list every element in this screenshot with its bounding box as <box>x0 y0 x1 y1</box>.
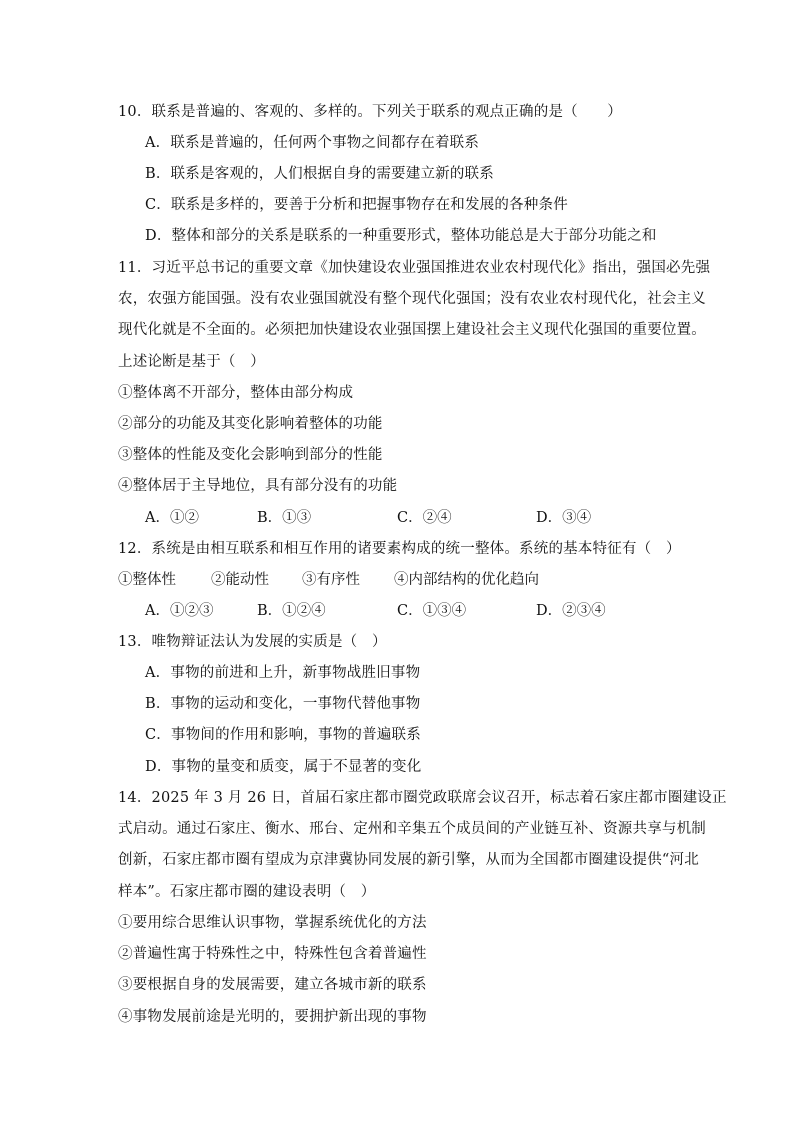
q11-item-4: ④整体居于主导地位，具有部分没有的功能 <box>118 478 398 494</box>
q12-item-1: ①整体性 <box>118 572 176 588</box>
q11-stem-line: 上述论断是基于（ ） <box>118 354 265 370</box>
q14-stem-line: 式启动。通过石家庄、衡水、邢台、定州和辛集五个成员间的产业链互补、资源共享与机制 <box>118 821 706 837</box>
q12-choice-a: A．①②③ <box>145 603 214 619</box>
q12-choice-b: B．①②④ <box>257 603 326 619</box>
q14-item-4: ④事物发展前途是光明的，要拥护新出现的事物 <box>118 1009 427 1025</box>
q14-stem-line: 14．2025 年 3 月 26 日，首届石家庄都市圈党政联席会议召开，标志着石家庄都市圈建设正 <box>118 790 727 806</box>
q14-item-2: ②普遍性寓于特殊性之中，特殊性包含着普遍性 <box>118 946 427 962</box>
q14-item-3: ③要根据自身的发展需要，建立各城市新的联系 <box>118 977 427 993</box>
q10-option-d: D．整体和部分的关系是联系的一种重要形式，整体功能总是大于部分功能之和 <box>145 228 657 244</box>
q13-option-c: C．事物间的作用和影响，事物的普遍联系 <box>145 727 421 743</box>
q11-choice-c: C．②④ <box>397 510 452 526</box>
q11-choice-d: D．③④ <box>536 510 592 526</box>
q11-stem-line: 农，农强方能国强。没有农业强国就没有整个现代化强国；没有农业农村现代化，社会主义 <box>118 291 706 307</box>
q14-stem-line: 样本”。石家庄都市圈的建设表明（ ） <box>118 884 376 900</box>
q11-item-3: ③整体的性能及变化会影响到部分的性能 <box>118 447 383 463</box>
q11-stem-line: 11．习近平总书记的重要文章《加快建设农业强国推进农业农村现代化》指出，强国必先强 <box>118 260 711 276</box>
q10-option-a: A．联系是普遍的，任何两个事物之间都存在着联系 <box>145 135 480 151</box>
q12-stem: 12．系统是由相互联系和相互作用的诸要素构成的统一整体。系统的基本特征有（ ） <box>118 541 681 557</box>
q12-choice-c: C．①③④ <box>397 603 467 619</box>
q14-stem-line: 创新，石家庄都市圈有望成为京津冀协同发展的新引擎，从而为全国都市圈建设提供“河北 <box>118 852 699 868</box>
q11-choice-b: B．①③ <box>257 510 312 526</box>
q13-option-d: D．事物的量变和质变，属于不显著的变化 <box>145 759 422 775</box>
q14-item-1: ①要用综合思维认识事物，掌握系统优化的方法 <box>118 915 427 931</box>
q11-item-2: ②部分的功能及其变化影响着整体的功能 <box>118 416 383 432</box>
q10-stem: 10．联系是普遍的、客观的、多样的。下列关于联系的观点正确的是（ ） <box>118 104 622 120</box>
q12-item-4: ④内部结构的优化趋向 <box>394 572 539 588</box>
q13-option-b: B．事物的运动和变化，一事物代替他事物 <box>145 696 421 712</box>
q13-option-a: A．事物的前进和上升，新事物战胜旧事物 <box>145 665 421 681</box>
q10-option-c: C．联系是多样的，要善于分析和把握事物存在和发展的各种条件 <box>145 197 568 213</box>
q13-stem: 13．唯物辩证法认为发展的实质是（ ） <box>118 634 387 650</box>
q12-item-2: ②能动性 <box>211 572 269 588</box>
q12-choice-d: D．②③④ <box>536 603 606 619</box>
q10-option-b: B．联系是客观的，人们根据自身的需要建立新的联系 <box>145 166 494 182</box>
q11-choice-a: A．①② <box>145 510 199 526</box>
q11-item-1: ①整体离不开部分，整体由部分构成 <box>118 385 354 401</box>
q11-stem-line: 现代化就是不全面的。必须把加快建设农业强国摆上建设社会主义现代化强国的重要位置。 <box>118 322 706 338</box>
q12-item-3: ③有序性 <box>302 572 360 588</box>
